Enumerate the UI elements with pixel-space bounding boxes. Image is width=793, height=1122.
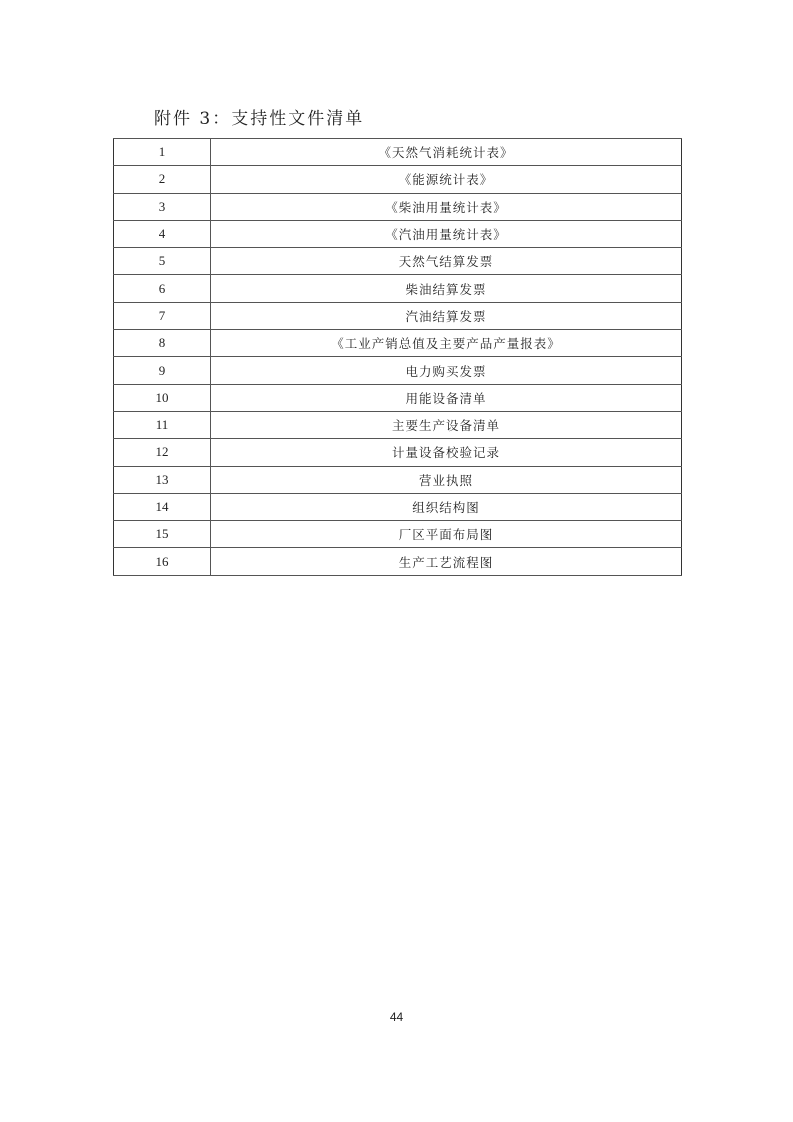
document-name: 《汽油用量统计表》 xyxy=(211,220,682,247)
document-name: 《天然气消耗统计表》 xyxy=(211,139,682,166)
row-number: 11 xyxy=(114,411,211,438)
row-number: 8 xyxy=(114,330,211,357)
row-number: 9 xyxy=(114,357,211,384)
table-row xyxy=(114,139,682,166)
document-name: 汽油结算发票 xyxy=(211,302,682,329)
table-row xyxy=(114,357,682,384)
table-row xyxy=(114,193,682,220)
document-name: 天然气结算发票 xyxy=(211,248,682,275)
row-number: 12 xyxy=(114,439,211,466)
table-row xyxy=(114,166,682,193)
document-name: 《能源统计表》 xyxy=(211,166,682,193)
row-number: 6 xyxy=(114,275,211,302)
table-row xyxy=(114,439,682,466)
row-number: 10 xyxy=(114,384,211,411)
row-number: 2 xyxy=(114,166,211,193)
row-number: 3 xyxy=(114,193,211,220)
page-number: 44 xyxy=(389,1010,404,1024)
document-name: 柴油结算发票 xyxy=(211,275,682,302)
document-name: 主要生产设备清单 xyxy=(211,411,682,438)
row-number: 15 xyxy=(114,521,211,548)
table-row xyxy=(114,466,682,493)
page-title: 附件 3：支持性文件清单 xyxy=(154,109,365,129)
row-number: 7 xyxy=(114,302,211,329)
document-name: 《工业产销总值及主要产品产量报表》 xyxy=(211,330,682,357)
row-number: 13 xyxy=(114,466,211,493)
table-row xyxy=(114,521,682,548)
document-name: 生产工艺流程图 xyxy=(211,548,682,575)
document-name: 《柴油用量统计表》 xyxy=(211,193,682,220)
table-row xyxy=(114,248,682,275)
table-row xyxy=(114,411,682,438)
table-row xyxy=(114,220,682,247)
row-number: 14 xyxy=(114,493,211,520)
document-name: 组织结构图 xyxy=(211,493,682,520)
table-row xyxy=(114,275,682,302)
table-row xyxy=(114,493,682,520)
table-row xyxy=(114,548,682,575)
document-name: 营业执照 xyxy=(211,466,682,493)
table-row xyxy=(114,384,682,411)
document-name: 计量设备校验记录 xyxy=(211,439,682,466)
row-number: 16 xyxy=(114,548,211,575)
document-name: 用能设备清单 xyxy=(211,384,682,411)
supporting-documents-table xyxy=(113,138,682,576)
table-row xyxy=(114,330,682,357)
row-number: 1 xyxy=(114,139,211,166)
document-name: 电力购买发票 xyxy=(211,357,682,384)
row-number: 5 xyxy=(114,248,211,275)
document-name: 厂区平面布局图 xyxy=(211,521,682,548)
row-number: 4 xyxy=(114,220,211,247)
table-row xyxy=(114,302,682,329)
